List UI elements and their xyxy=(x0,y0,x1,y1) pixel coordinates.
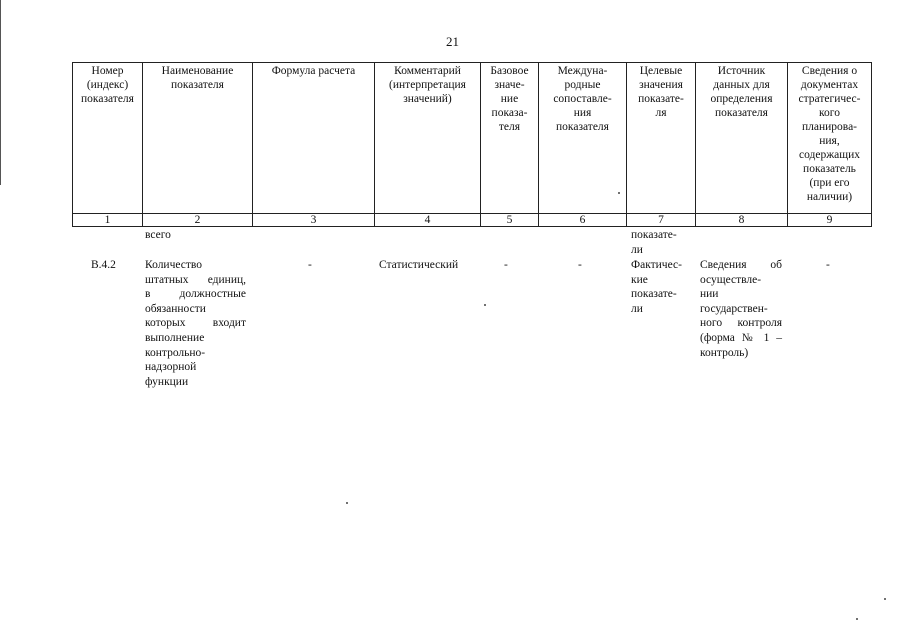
header-line: (индекс) xyxy=(86,79,129,91)
column-number: 8 xyxy=(696,214,788,227)
scan-speck xyxy=(618,192,620,194)
cell-line: контроль) xyxy=(700,346,749,359)
row-index: В.4.2 xyxy=(91,259,116,271)
header-line: кого xyxy=(819,107,840,119)
header-name xyxy=(143,63,253,214)
header-strategic-docs xyxy=(788,63,872,214)
column-number: 6 xyxy=(539,214,627,227)
column-number: 2 xyxy=(143,214,253,227)
cell-line: в должностные xyxy=(145,288,246,301)
row-data-source xyxy=(700,258,782,360)
column-number: 1 xyxy=(73,214,143,227)
cell-line: ного контроля xyxy=(700,317,782,330)
header-line: показателя xyxy=(556,121,609,133)
indicator-table-header xyxy=(72,62,872,227)
cell-line: государствен- xyxy=(700,302,768,315)
row-formula: - xyxy=(308,259,312,271)
cell-line: ли xyxy=(631,302,643,315)
header-line: Базовое xyxy=(490,65,529,77)
cell-line: осуществле- xyxy=(700,273,762,286)
row-international: - xyxy=(578,259,582,271)
column-number-row xyxy=(73,214,872,227)
header-line: Наименование xyxy=(161,65,234,77)
cell-line: Количество xyxy=(145,259,202,271)
cell-line: обязанности xyxy=(145,302,206,315)
header-line: значений) xyxy=(403,93,452,105)
cell-line: которых входит xyxy=(145,317,246,330)
header-line: показатель xyxy=(803,163,856,175)
header-line: показателя xyxy=(715,107,768,119)
cell-line: нии xyxy=(700,288,719,301)
cell-line: надзорной xyxy=(145,361,197,374)
header-line: показа- xyxy=(491,107,528,119)
header-line: родные xyxy=(564,79,601,91)
cell-line: Сведения об xyxy=(700,259,782,271)
header-line: Формула расчета xyxy=(271,65,356,77)
header-line: Целевые xyxy=(639,65,683,77)
column-number: 4 xyxy=(375,214,481,227)
header-line: стратегичес- xyxy=(798,93,861,105)
header-line: ние xyxy=(500,93,519,105)
continuation-target-tail xyxy=(631,228,677,257)
header-line: ля xyxy=(655,107,667,119)
cell-line: Фактичес- xyxy=(631,259,682,271)
cell-line: штатных единиц, xyxy=(145,273,246,286)
cell-line: ли xyxy=(631,243,643,256)
row-comment: Статистический xyxy=(379,259,459,271)
cell-line: показате- xyxy=(631,288,677,301)
scan-left-edge xyxy=(0,0,1,185)
header-row xyxy=(73,63,872,214)
column-number: 7 xyxy=(627,214,696,227)
header-line: Источник xyxy=(717,65,766,77)
header-line: (при его xyxy=(809,177,850,189)
header-line: теля xyxy=(498,121,521,133)
scan-speck xyxy=(484,304,486,306)
cell-line: функции xyxy=(145,375,189,388)
header-line: Междуна- xyxy=(557,65,608,77)
row-target-values xyxy=(631,258,682,316)
column-number: 3 xyxy=(253,214,375,227)
header-line: содержащих xyxy=(798,149,861,161)
header-line: определения xyxy=(710,93,773,105)
header-base-value xyxy=(481,63,539,214)
header-line: (интерпретация xyxy=(389,79,466,91)
row-base-value: - xyxy=(504,259,508,271)
scan-speck xyxy=(856,618,858,620)
header-international xyxy=(539,63,627,214)
header-line: показателя xyxy=(81,93,134,105)
cell-line: (форма № 1 – xyxy=(700,331,782,344)
column-number: 9 xyxy=(788,214,872,227)
header-line: планирова- xyxy=(801,121,858,133)
column-number: 5 xyxy=(481,214,539,227)
header-line: значения xyxy=(639,79,683,91)
scan-speck xyxy=(346,502,348,504)
continuation-name-tail: всего xyxy=(145,229,171,241)
cell-line: показате- xyxy=(631,229,677,241)
header-data-source xyxy=(696,63,788,214)
header-line: сопоставле- xyxy=(553,93,612,105)
header-line: показате- xyxy=(638,93,684,105)
header-index xyxy=(73,63,143,214)
header-line: Сведения о xyxy=(801,65,858,77)
row-strategic-docs: - xyxy=(826,259,830,271)
cell-line: кие xyxy=(631,273,648,286)
cell-line: выполнение xyxy=(145,331,205,344)
header-line: Номер xyxy=(91,65,124,77)
header-line: наличии) xyxy=(806,191,853,203)
scan-speck xyxy=(884,598,886,600)
header-line: документах xyxy=(800,79,859,91)
cell-line: контрольно- xyxy=(145,346,206,359)
header-line: показателя xyxy=(171,79,224,91)
row-indicator-name xyxy=(145,258,246,389)
header-line: Комментарий xyxy=(394,65,461,77)
header-line: ния xyxy=(573,107,592,119)
page-number: 21 xyxy=(446,34,459,49)
header-target-values xyxy=(627,63,696,214)
header-line: данных для xyxy=(713,79,770,91)
header-comment xyxy=(375,63,481,214)
header-formula xyxy=(253,63,375,214)
header-line: ния, xyxy=(819,135,840,147)
header-line: значе- xyxy=(494,79,525,91)
